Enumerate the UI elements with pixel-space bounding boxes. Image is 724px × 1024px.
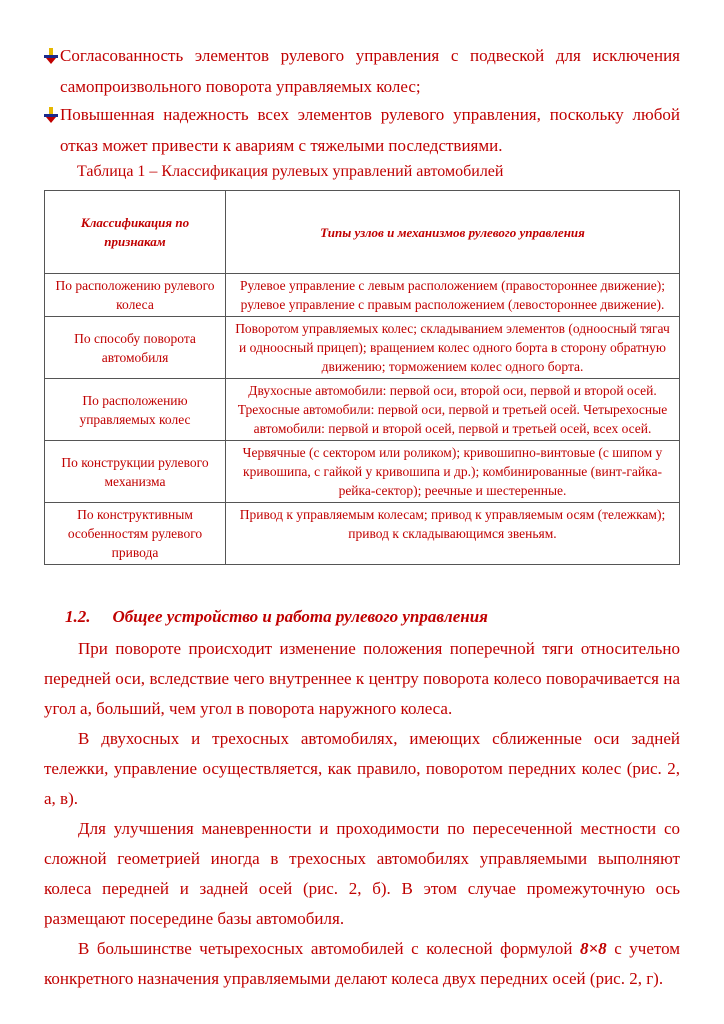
table-cell-types: Привод к управляемым колесам; привод к управляемым осям (тележкам); привод к складывающимся звеньям. (226, 503, 680, 565)
table-row (45, 441, 680, 503)
table-cell-feature: По расположению рулевого колеса (45, 274, 226, 317)
table-cell-types: Червячные (с сектором или роликом); кривошипно-винтовые (с шипом у кривошипа, с гайкой у кривошипа и др.); комбинированные (винт-гайка-рейка-сектор); реечные и шестеренные. (226, 441, 680, 503)
table-header-cell: Классификация по признакам (45, 191, 226, 274)
bullet-item (44, 40, 680, 102)
paragraph: При повороте происходит изменение положения поперечной тяги относительно передней оси, вследствие чего внутреннее к центру поворота колесо поворачивается на угол а, больший, чем угол в поворота наружного колеса. (44, 639, 680, 718)
paragraph (44, 934, 680, 994)
table-cell-types: Рулевое управление с левым расположением (правостороннее движение); рулевое управление с правым расположением (левостороннее движение). (226, 274, 680, 317)
bullet-text: Повышенная надежность всех элементов рулевого управления, поскольку любой отказ может привести к авариям с тяжелыми последствиями. (60, 105, 680, 155)
paragraph-text: В большинстве четырехосных автомобилей с колесной формулой (78, 939, 580, 958)
table-cell-feature: По конструкции рулевого механизма (45, 441, 226, 503)
table-cell-feature: По конструктивным особенностям рулевого привода (45, 503, 226, 565)
table-cell-types: Двухосные автомобили: первой оси, второй оси, первой и второй осей. Трехосные автомобили: первой оси, первой и третьей осей. Четырехосные автомобили: первой и второй осей, первой и третьей осей, всех осей. (226, 379, 680, 441)
table-caption: Таблица 1 – Классификация рулевых управлений автомобилей (77, 163, 504, 180)
paragraph-text: с учетом конкретного назначения управляемыми делают колеса двух передних осей (рис. 2, г). (44, 939, 681, 988)
wheel-formula: 8×8 (579, 939, 607, 958)
section-number: 1.2. (65, 607, 91, 626)
paragraph: В двухосных и трехосных автомобилях, имеющих сближенные оси задней тележки, управление осуществляется, как правило, поворотом передних колес (рис. 2, а, в). (44, 729, 680, 808)
down-arrow-bullet-icon (44, 107, 58, 123)
table-cell-types: Поворотом управляемых колес; складыванием элементов (одноосный тягач и одноосный прицеп); вращением колес одного борта в сторону обратную движению; торможением колес одного борта. (226, 317, 680, 379)
bullet-text: Согласованность элементов рулевого управления с подвеской для исключения самопроизвольного поворота управляемых колес; (60, 46, 680, 96)
table-row (45, 274, 680, 317)
table-cell-feature: По способу поворота автомобиля (45, 317, 226, 379)
table-cell-feature: По расположению управляемых колес (45, 379, 226, 441)
paragraph: Для улучшения маневренности и проходимости по пересеченной местности со сложной геометрией иногда в трехосных автомобилях управляемыми выполняют колеса передней и задней осей (рис. 2, б). В этом случае промежуточную ось размещают посередине базы автомобиля. (44, 819, 680, 928)
section-heading (65, 605, 488, 629)
table-row (45, 379, 680, 441)
table-row (45, 317, 680, 379)
down-arrow-bullet-icon (44, 48, 58, 64)
section-title: Общее устройство и работа рулевого управления (112, 607, 488, 626)
table-header-row (45, 191, 680, 274)
classification-table (44, 190, 680, 565)
table-header-cell: Типы узлов и механизмов рулевого управления (226, 191, 680, 274)
table-row (45, 503, 680, 565)
bullet-item (44, 99, 680, 161)
